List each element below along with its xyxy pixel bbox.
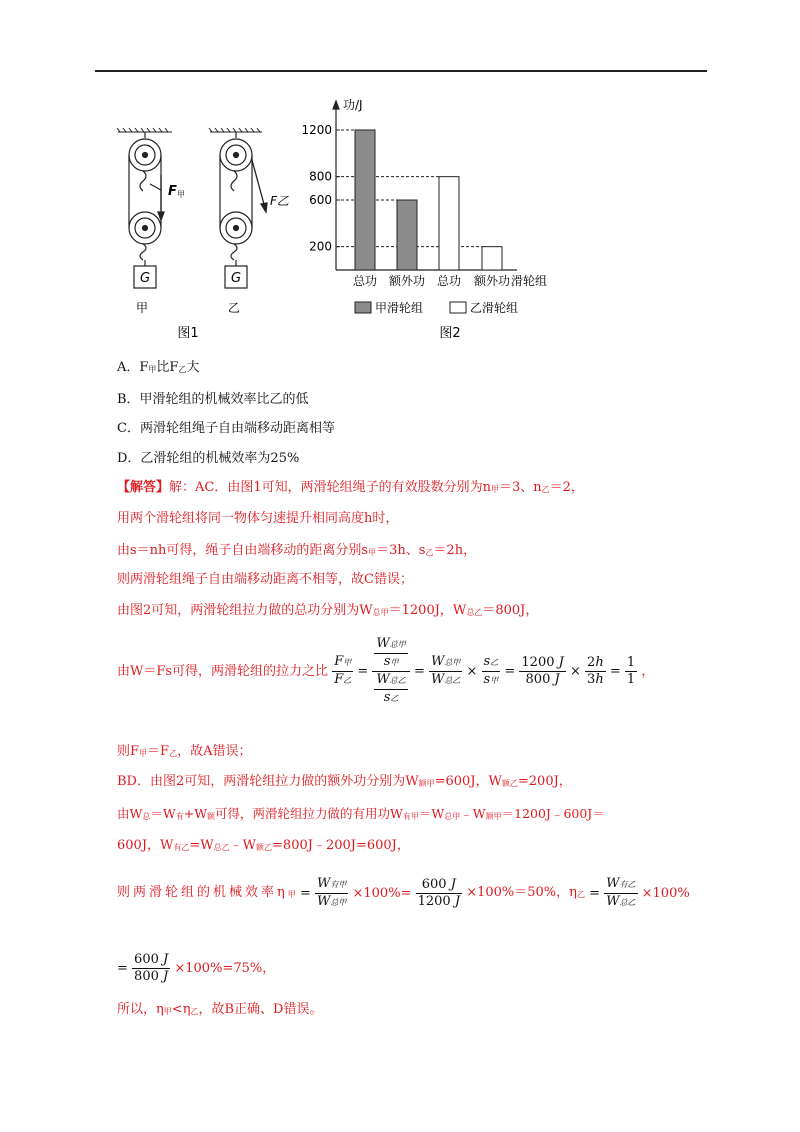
s3-sub2: 乙 [425, 548, 434, 557]
s1-t2: ＝3、n [499, 480, 542, 495]
s6-suffix: ， [641, 663, 655, 679]
m-zongjia: 总甲 [444, 658, 461, 667]
m-J: J [163, 952, 169, 967]
legend-swatch-yi [450, 302, 466, 313]
s5-t3: ＝800J， [482, 603, 539, 618]
m-yi: 乙 [343, 676, 352, 685]
m-jia: 甲 [343, 658, 352, 667]
ratio-values [519, 655, 565, 688]
label-jia: 甲 [135, 301, 149, 315]
m-s: s [483, 672, 491, 687]
m-eq: = [413, 663, 425, 679]
option-a-sub-1: 甲 [148, 365, 157, 374]
y-tick-label: 200 [309, 239, 332, 254]
s10-t: =800J﹣200J=600J， [272, 838, 410, 853]
m-s: s [483, 654, 491, 669]
m-F: F [334, 654, 344, 669]
s1-sub1: 甲 [491, 485, 499, 494]
m-J: J [450, 877, 456, 892]
solution-line-11 [117, 876, 690, 911]
m-W: W [430, 672, 445, 687]
s10-sub: 有乙 [173, 843, 190, 852]
solution-line-2: 用两个滑轮组将同一物体匀速提升相同高度h时， [117, 511, 399, 526]
m-J: J [554, 672, 560, 687]
s10-sub: 额乙 [256, 843, 273, 852]
s3-sub1: 甲 [368, 548, 377, 557]
force-label-left-sub: 甲 [177, 190, 185, 199]
legend-swatch-jia [355, 302, 371, 313]
solution-line-3 [117, 543, 476, 561]
ratio-result: $\frac{1}{1}$ [626, 655, 636, 687]
m-s: s [383, 654, 391, 669]
s11-mid2-text: ×100%＝50%，η [466, 884, 577, 900]
s13-sub: 乙 [190, 1007, 199, 1016]
s5-t1: 由图2可知，两滑轮组拉力做的总功分别为W [117, 603, 373, 618]
m-youjia: 有甲 [330, 880, 347, 889]
m-3: 3 [587, 672, 596, 687]
solution-line-9 [117, 806, 605, 825]
m-W: W [316, 894, 331, 909]
ceiling-right [209, 128, 262, 132]
s8-t3: =200J， [517, 774, 572, 789]
label-yi: 乙 [227, 301, 241, 315]
x-category-label: 总功 [352, 274, 378, 288]
solution-line-10 [117, 838, 410, 856]
m-W: W [606, 876, 620, 891]
x-category-label: 额外功 [473, 274, 511, 288]
m-600: 600 [134, 952, 159, 967]
m-J: J [163, 969, 169, 984]
option-b: B．甲滑轮组的机械效率比乙的低 [117, 392, 309, 407]
m-eq: = [504, 663, 516, 679]
s5-t2: ＝1200J，W [388, 603, 467, 618]
s13-t: ，故B正确、D错误。 [198, 1002, 323, 1017]
weight-label-right: G [230, 271, 242, 286]
s11-prefix [117, 885, 296, 903]
m-eq: = [609, 663, 621, 679]
legend-label-jia: 甲滑轮组 [375, 301, 424, 315]
m-1200: 1200 [521, 655, 555, 670]
m-s: s [383, 690, 391, 705]
weight-label-left: G [139, 271, 151, 286]
s1-t3: ＝2， [549, 480, 584, 495]
m-eq: = [299, 885, 311, 901]
x-category-label: 额外功 [388, 274, 426, 288]
ratio-s [482, 654, 501, 689]
s1-sub2: 乙 [541, 485, 550, 494]
m-2: 2 [587, 655, 596, 670]
m-W: W [606, 894, 620, 909]
y-axis-arrow [333, 101, 339, 109]
m-h: h [595, 655, 604, 670]
bar [355, 130, 375, 270]
s9-sub: 有甲 [402, 812, 419, 821]
m-h: h [595, 672, 604, 687]
m-eq: = [117, 960, 128, 976]
ceiling-left [117, 128, 172, 132]
s7-sub2: 乙 [169, 749, 178, 758]
option-a-sub-2: 乙 [178, 365, 187, 374]
solution-line-8 [117, 774, 572, 792]
header-rule [95, 70, 707, 72]
figure1-caption: 图1 [177, 326, 199, 341]
s10-sub: 总乙 [213, 843, 230, 852]
s7-sub1: 甲 [139, 749, 148, 758]
figure2-caption: 图2 [439, 326, 461, 341]
eff-jia-formula [315, 876, 348, 911]
s8-sub1: 额甲 [418, 779, 435, 788]
s5-sub1: 总甲 [372, 608, 389, 617]
bar [397, 200, 417, 270]
m-F: F [334, 672, 344, 687]
m-yi: 乙 [390, 694, 399, 703]
s13-t: <η [171, 1002, 191, 1017]
y-tick-label: 1200 [301, 123, 332, 137]
m-W: W [376, 672, 390, 687]
s5-sub2: 总乙 [466, 608, 483, 617]
solution-line-7 [117, 744, 251, 762]
option-a-text-2: 比F [156, 360, 179, 375]
s3-t1: 由s＝nh可得，绳子自由端移动的距离分别s [117, 543, 369, 558]
m-jia: 甲 [490, 676, 499, 685]
y-axis-label: 功/J [343, 98, 363, 112]
s7-t2: ＝F [147, 744, 170, 759]
solution-line-4: 则两滑轮组绳子自由端移动距离不相等，故C错误； [117, 572, 413, 587]
m-W: W [376, 636, 390, 651]
m-800: 800 [525, 672, 551, 687]
s9-sub: 有 [175, 812, 184, 821]
ratio-Wzy-sy [374, 672, 407, 707]
ratio-h [585, 655, 606, 688]
s12-end: ×100%=75%， [174, 960, 276, 976]
m-W: W [316, 876, 331, 891]
s13-sub: 甲 [163, 1007, 172, 1016]
s8-sub2: 额乙 [501, 779, 518, 788]
s6-prefix: 由W＝Fs可得，两滑轮组的拉力之比 [117, 663, 329, 679]
eff-yi-formula [604, 876, 637, 911]
y-tick-label: 800 [309, 169, 332, 184]
m-zongjia: 总甲 [330, 898, 347, 907]
s7-t3: ，故A错误； [177, 744, 252, 759]
s3-t3: ＝2h， [433, 543, 477, 558]
s9-t: ＝W [418, 806, 445, 821]
s9-t: ﹣W [460, 806, 486, 821]
s9-t: 由W [117, 806, 143, 821]
s10-t: 600J，W [117, 838, 174, 853]
ratio-W [429, 654, 462, 689]
m-eq: = [357, 663, 369, 679]
s8-t1: BD．由图2可知，两滑轮组拉力做的额外功分别为W [117, 774, 419, 789]
option-c: C．两滑轮组绳子自由端移动距离相等 [117, 421, 335, 436]
m-J: J [558, 655, 564, 670]
m-times: × [466, 663, 478, 679]
solution-line-6 [117, 636, 654, 707]
s7-t1: 则F [117, 744, 140, 759]
pulley-diagram [110, 120, 289, 345]
m-zongjia: 总甲 [389, 640, 406, 649]
s11-prefix-sub: 甲 [287, 889, 296, 899]
ratio-complex [372, 636, 409, 707]
s13-t: 所以，η [117, 1002, 164, 1017]
ratio-F [332, 654, 353, 689]
s11-mid: ×100%= [352, 885, 412, 901]
option-d: D．乙滑轮组的机械效率为25% [117, 451, 300, 466]
y-tick-label: 600 [309, 193, 332, 207]
m-eq: = [589, 885, 600, 901]
m-W: W [430, 654, 445, 669]
m-1200: 1200 [417, 894, 451, 909]
s9-t: 可得，两滑轮组拉力做的有用功W [215, 806, 403, 821]
s1-t1: 解：AC．由图1可知，两滑轮组绳子的有效股数分别为n [169, 480, 491, 495]
option-a [117, 360, 199, 378]
eff-jia-values [416, 877, 462, 910]
m-youyi: 有乙 [619, 880, 636, 889]
m-zongyi: 总乙 [444, 676, 461, 685]
force-label-right: F乙 [270, 194, 289, 208]
s9-t: ＝1200J﹣600J＝ [501, 806, 605, 821]
m-times: × [570, 663, 581, 679]
s9-t: +W [183, 806, 208, 821]
bar [439, 177, 459, 270]
option-a-text-3: 大 [186, 360, 200, 375]
legend-label-yi: 乙滑轮组 [470, 301, 519, 315]
s8-t2: =600J，W [434, 774, 502, 789]
work-bar-chart [295, 95, 575, 345]
s10-t: =W [189, 838, 214, 853]
s9-sub: 额甲 [485, 812, 502, 821]
solution-line-5 [117, 603, 538, 621]
s11-prefix-text: 则两滑轮组的机械效率η [117, 884, 288, 900]
m-yi: 乙 [490, 658, 499, 667]
s9-sub: 总 [142, 812, 151, 821]
force-label-left: F [168, 184, 177, 199]
answer-tag: 【解答】 [117, 480, 170, 495]
s11-mid2 [466, 885, 585, 903]
m-zongyi: 总乙 [389, 676, 406, 685]
s3-t2: ＝3h、s [376, 543, 426, 558]
s10-t: ﹣W [229, 838, 257, 853]
x-category-label: 总功 [436, 274, 462, 288]
m-600: 600 [421, 877, 447, 892]
bar [482, 247, 502, 270]
solution-line-1 [117, 480, 584, 498]
solution-line-12 [117, 952, 275, 985]
s9-sub: 总甲 [444, 812, 461, 821]
ratio-Wzj-sj [374, 636, 407, 671]
m-jia: 甲 [390, 658, 399, 667]
s11-end: ×100% [641, 885, 690, 901]
s9-t: ＝W [150, 806, 176, 821]
m-zongyi: 总乙 [619, 898, 636, 907]
eff-yi-values [132, 952, 170, 985]
option-a-text-1: A．F [117, 360, 149, 375]
m-J: J [454, 894, 461, 909]
s11-mid2-sub: 乙 [576, 889, 585, 899]
s9-sub: 额 [207, 812, 216, 821]
solution-line-13 [117, 1002, 322, 1020]
m-800: 800 [134, 969, 159, 984]
x-axis-label: 滑轮组 [510, 274, 548, 288]
